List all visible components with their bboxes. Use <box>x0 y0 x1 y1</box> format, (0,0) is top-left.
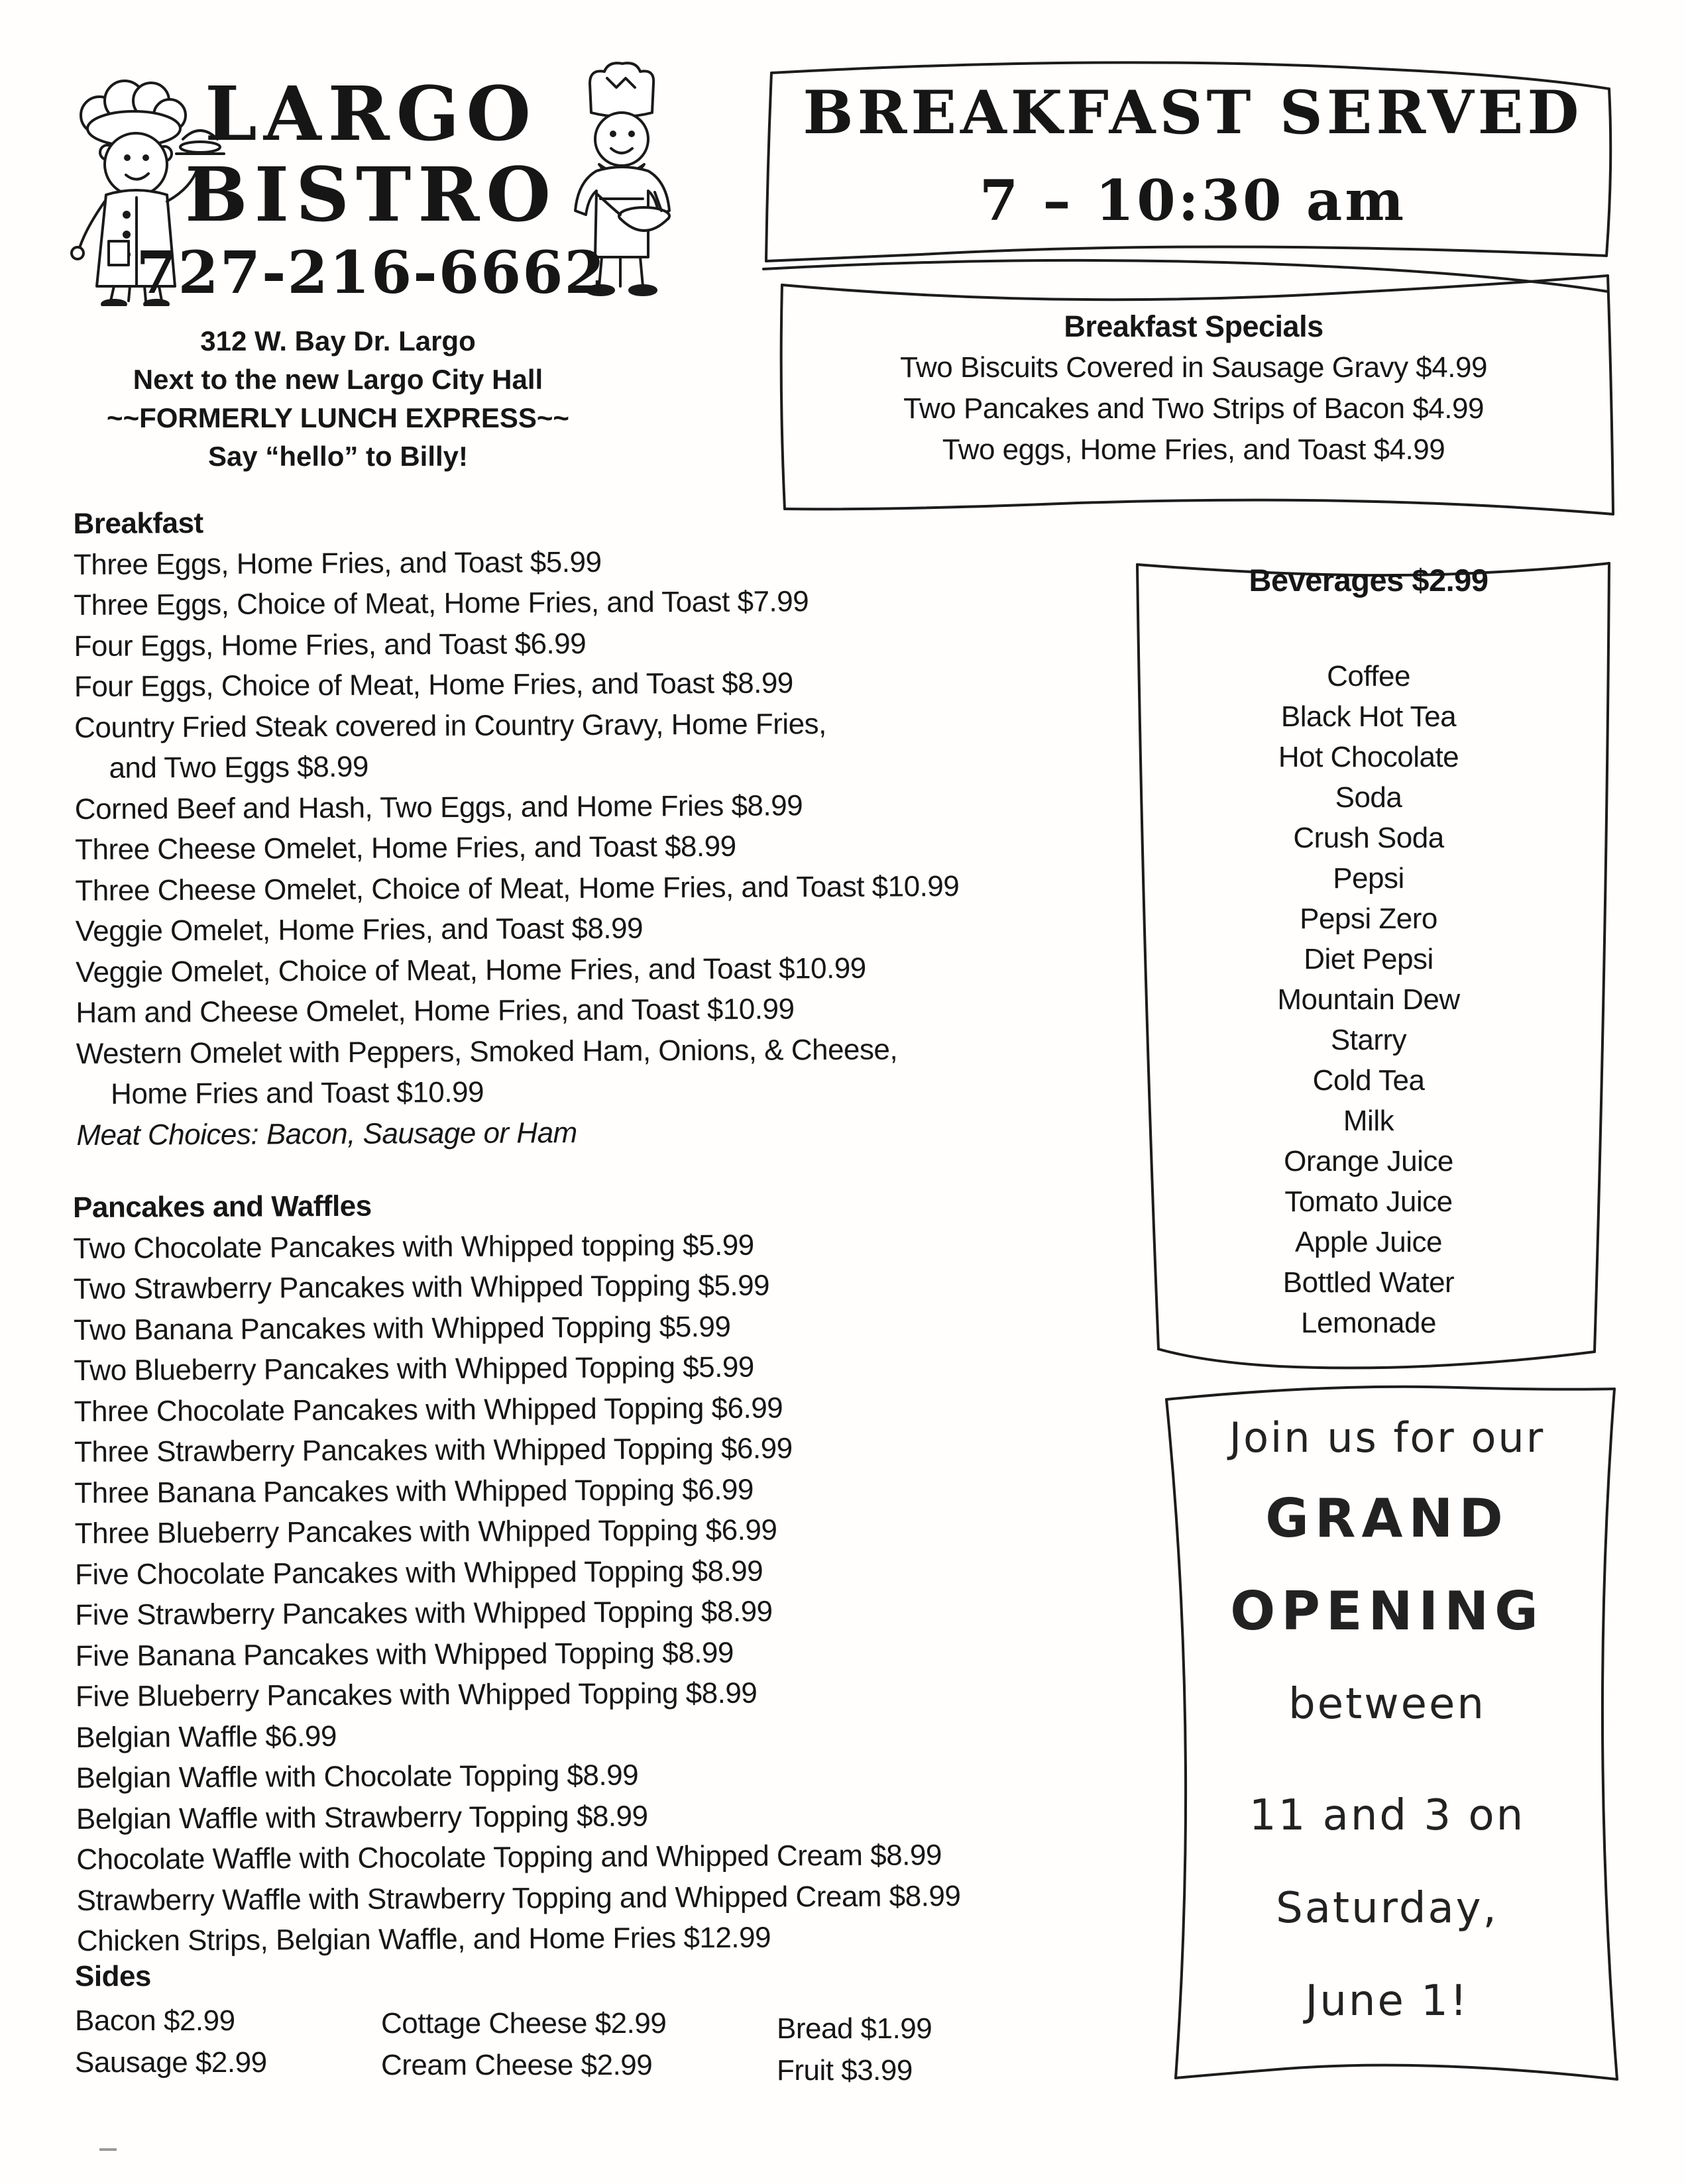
sides-column-2 <box>381 2002 666 2086</box>
menu-item: Five Strawberry Pancakes with Whipped Topping $8.99 <box>75 1595 773 1631</box>
address-line: Next to the new Largo City Hall <box>133 364 543 395</box>
side-item: Cream Cheese $2.99 <box>381 2049 653 2081</box>
special-item: Two Biscuits Covered in Sausage Gravy $4.99 <box>900 351 1487 384</box>
meat-choices-note: Meat Choices: Bacon, Sausage or Ham <box>76 1116 577 1152</box>
beverages-title: Beverages $2.99 <box>1249 563 1489 598</box>
grand-opening-line: GRAND <box>1265 1488 1509 1549</box>
side-item: Sausage $2.99 <box>75 2046 267 2079</box>
beverage-item: Pepsi <box>1333 862 1404 895</box>
menu-item: Chocolate Waffle with Chocolate Topping and Whipped Cream $8.99 <box>76 1839 942 1876</box>
menu-item-continuation: Home Fries and Toast $10.99 <box>110 1075 484 1111</box>
menu-item: Three Cheese Omelet, Home Fries, and Toast $8.99 <box>75 830 736 866</box>
menu-item: Two Strawberry Pancakes with Whipped Topping $5.99 <box>73 1269 770 1306</box>
menu-item: Two Blueberry Pancakes with Whipped Topping $5.99 <box>74 1350 754 1388</box>
menu-item: Country Fried Steak covered in Country Gravy, Home Fries, <box>74 707 826 744</box>
menu-item: Two Chocolate Pancakes with Whipped topping $5.99 <box>73 1228 754 1265</box>
breakfast-specials-box <box>779 306 1608 470</box>
beverage-item: Soda <box>1335 781 1402 814</box>
menu-item: Strawberry Waffle with Strawberry Topping and Whipped Cream $8.99 <box>76 1879 961 1917</box>
menu-item: Three Eggs, Home Fries, and Toast $5.99 <box>73 545 602 581</box>
address-line: 312 W. Bay Dr. Largo <box>200 325 476 356</box>
menu-item: Five Chocolate Pancakes with Whipped Topping $8.99 <box>74 1555 763 1591</box>
menu-item: Belgian Waffle $6.99 <box>76 1720 337 1754</box>
menu-item: Three Banana Pancakes with Whipped Topping $6.99 <box>74 1473 754 1509</box>
grand-opening-line: Join us for our <box>1229 1413 1546 1462</box>
grand-opening-line: 11 and 3 on <box>1249 1791 1526 1840</box>
grand-opening-line: June 1! <box>1305 1977 1469 2026</box>
address-line: ~~FORMERLY LUNCH EXPRESS~~ <box>107 402 569 433</box>
menu-item: Ham and Cheese Omelet, Home Fries, and Toast $10.99 <box>76 993 795 1029</box>
grand-opening-line: between <box>1288 1680 1486 1729</box>
special-item: Two eggs, Home Fries, and Toast $4.99 <box>942 433 1445 466</box>
logo-name-line2: BISTRO <box>185 152 557 239</box>
beverage-item: Cold Tea <box>1312 1064 1425 1097</box>
menu-item: Four Eggs, Home Fries, and Toast $6.99 <box>74 627 587 663</box>
side-item: Cottage Cheese $2.99 <box>381 2007 667 2040</box>
pancakes-waffles-section <box>73 1183 961 1961</box>
sides-column-3 <box>777 2008 932 2091</box>
menu-item: Three Chocolate Pancakes with Whipped Topping $6.99 <box>74 1391 783 1428</box>
breakfast-served-hours: 7 – 10:30 am <box>979 168 1407 233</box>
beverage-item: Coffee <box>1327 660 1410 692</box>
breakfast-served-banner <box>779 69 1607 237</box>
breakfast-served-title: BREAKFAST SERVED <box>803 78 1583 148</box>
menu-item: Five Blueberry Pancakes with Whipped Topping $8.99 <box>75 1676 758 1713</box>
beverage-item: Tomato Juice <box>1284 1185 1453 1218</box>
beverage-item: Crush Soda <box>1293 822 1444 854</box>
beverages-box <box>1127 561 1610 1343</box>
menu-item: Belgian Waffle with Chocolate Topping $8.99 <box>76 1759 639 1794</box>
beverage-item: Milk <box>1343 1105 1394 1137</box>
side-item: Fruit $3.99 <box>777 2054 913 2087</box>
menu-item: Western Omelet with Peppers, Smoked Ham, Onions, & Cheese, <box>76 1033 898 1070</box>
menu-item: Three Strawberry Pancakes with Whipped Topping $6.99 <box>74 1432 793 1469</box>
menu-item: Corned Beef and Hash, Two Eggs, and Home Fries $8.99 <box>74 789 803 826</box>
logo-phone: 727-216-6662 <box>136 238 606 307</box>
beverage-item: Diet Pepsi <box>1304 943 1433 975</box>
pancakes-waffles-title: Pancakes and Waffles <box>72 1189 372 1225</box>
breakfast-section <box>73 499 960 1156</box>
menu-item: Veggie Omelet, Choice of Meat, Home Fries, and Toast $10.99 <box>75 952 866 989</box>
breakfast-section-title: Breakfast <box>73 506 203 541</box>
breakfast-specials-title: Breakfast Specials <box>1064 309 1323 343</box>
menu-item: Two Banana Pancakes with Whipped Topping $5.99 <box>73 1310 731 1346</box>
beverage-item: Lemonade <box>1301 1307 1436 1339</box>
beverage-item: Bottled Water <box>1282 1266 1455 1299</box>
sides-title: Sides <box>75 1960 151 1993</box>
beverage-item: Apple Juice <box>1295 1226 1442 1258</box>
scan-artifact-mark <box>99 2148 117 2151</box>
menu-item: Belgian Waffle with Strawberry Topping $8.99 <box>76 1799 648 1835</box>
grand-opening-box <box>1158 1403 1616 2048</box>
logo-text-block <box>133 71 610 309</box>
beverage-item: Black Hot Tea <box>1280 700 1457 733</box>
menu-item: Four Eggs, Choice of Meat, Home Fries, and Toast $8.99 <box>74 667 793 704</box>
grand-opening-line: OPENING <box>1230 1580 1544 1642</box>
beverage-item: Hot Chocolate <box>1278 741 1459 773</box>
beverage-item: Orange Juice <box>1284 1145 1453 1177</box>
menu-item: Three Cheese Omelet, Choice of Meat, Home Fries, and Toast $10.99 <box>75 869 960 907</box>
side-item: Bread $1.99 <box>777 2012 932 2045</box>
special-item: Two Pancakes and Two Strips of Bacon $4.99 <box>903 392 1484 425</box>
menu-item: Three Blueberry Pancakes with Whipped Topping $6.99 <box>74 1513 777 1551</box>
menu-item: Veggie Omelet, Home Fries, and Toast $8.99 <box>75 912 644 948</box>
sides-column-1 <box>75 2000 267 2083</box>
address-block <box>40 322 636 476</box>
side-item: Bacon $2.99 <box>75 2004 235 2037</box>
logo-name-line1: LARGO <box>205 71 537 158</box>
menu-item: Five Banana Pancakes with Whipped Topping $8.99 <box>75 1636 734 1672</box>
menu-item: Three Eggs, Choice of Meat, Home Fries, and Toast $7.99 <box>74 585 809 622</box>
beverage-item: Mountain Dew <box>1277 983 1460 1016</box>
menu-item: Chicken Strips, Belgian Waffle, and Home Fries $12.99 <box>76 1921 771 1957</box>
beverage-item: Starry <box>1330 1024 1407 1056</box>
menu-item-continuation: and Two Eggs $8.99 <box>109 750 369 785</box>
beverage-item: Pepsi Zero <box>1300 902 1437 935</box>
grand-opening-line: Saturday, <box>1276 1884 1498 1933</box>
address-line: Say “hello” to Billy! <box>207 441 469 472</box>
